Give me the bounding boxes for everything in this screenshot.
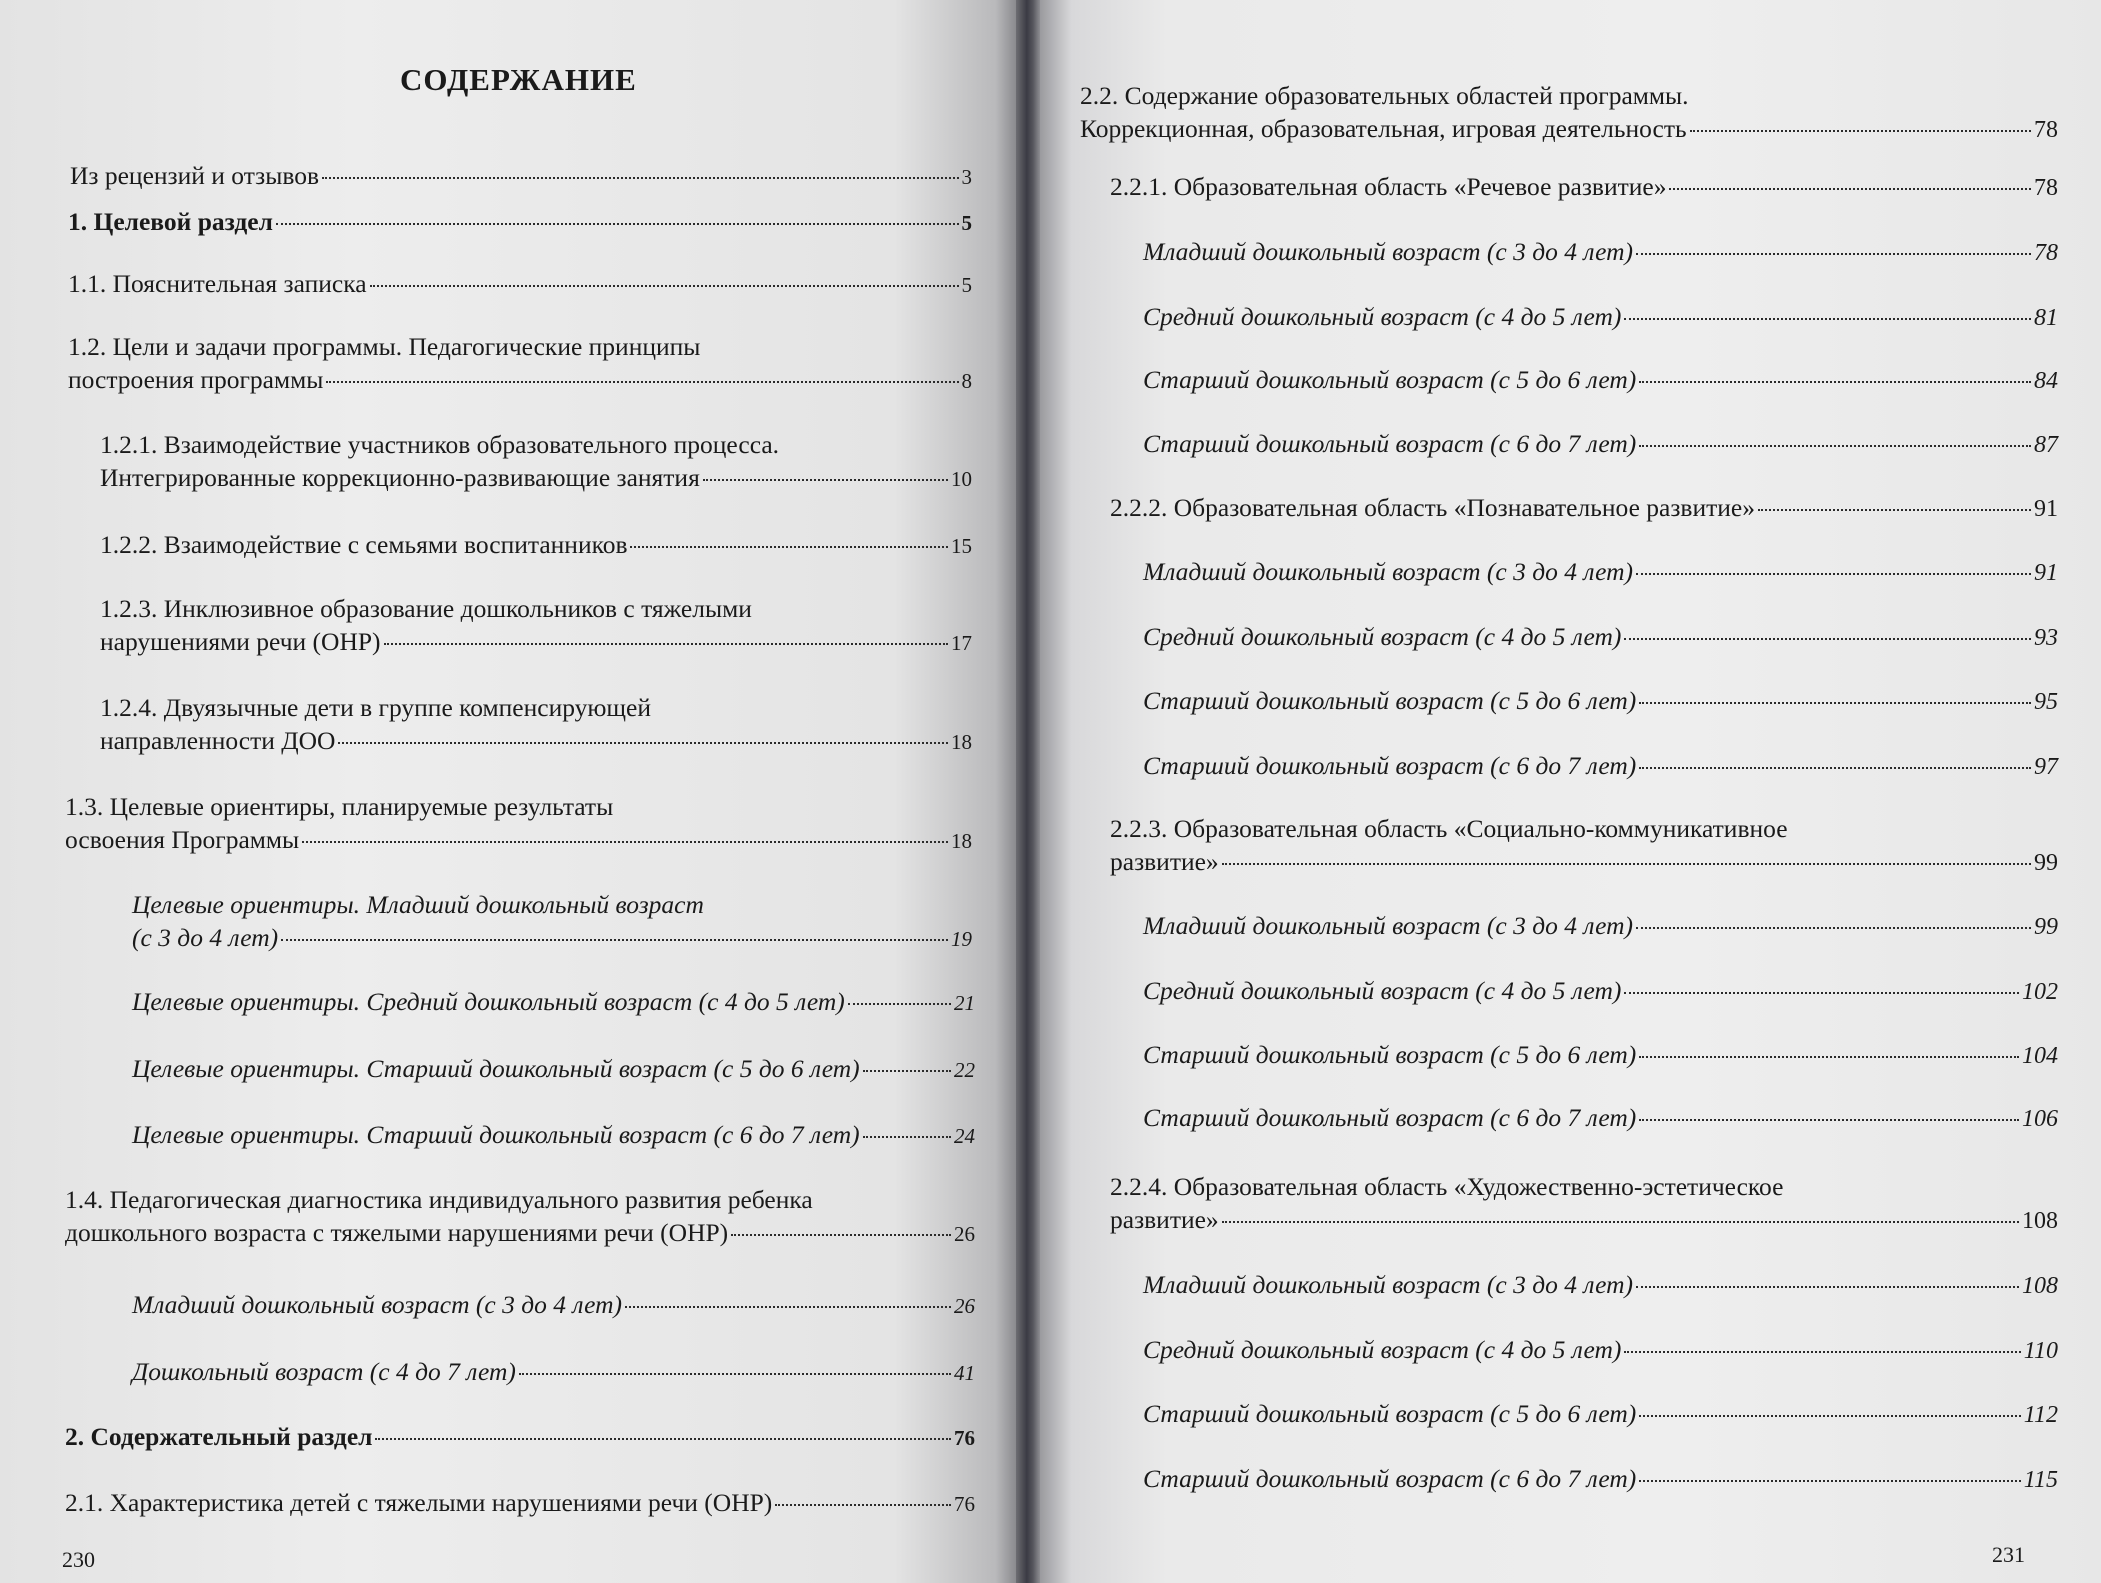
- dot-leader: [338, 742, 948, 744]
- dot-leader: [370, 285, 959, 287]
- left-page: [0, 0, 1016, 1583]
- dot-leader: [1636, 927, 2031, 929]
- toc-entry-title-line: Старший дошкольный возраст (с 6 до 7 лет): [1143, 751, 1637, 780]
- toc-entry: [68, 267, 972, 302]
- toc-entry: [1143, 620, 2058, 655]
- toc-entry-leader-row: [65, 1216, 975, 1251]
- dot-leader: [1636, 253, 2031, 255]
- toc-entry-title-line: Младший дошкольный возраст (с 3 до 4 лет): [132, 1290, 622, 1319]
- toc-entry: [68, 205, 972, 240]
- toc-entry-title-line: Старший дошкольный возраст (с 6 до 7 лет): [1143, 1464, 1637, 1493]
- dot-leader: [863, 1070, 951, 1072]
- toc-entry-title-line: 2.2.4. Образовательная область «Художественно-эстетическое: [1110, 1172, 1784, 1201]
- toc-entry-page-number: 26: [954, 1294, 975, 1318]
- dot-leader: [1639, 1480, 2021, 1482]
- dot-leader: [519, 1373, 951, 1375]
- dot-leader: [848, 1003, 951, 1005]
- toc-entry: [65, 1183, 975, 1251]
- toc-entry-page-number: 18: [951, 730, 972, 754]
- toc-entry-title-line: Младший дошкольный возраст (с 3 до 4 лет): [1143, 557, 1633, 586]
- toc-entry-page-number: 108: [2022, 1208, 2058, 1234]
- toc-entry-leader-row: [1143, 1101, 2058, 1136]
- dot-leader: [281, 939, 948, 941]
- toc-entry-leader-row: [1143, 1397, 2058, 1432]
- toc-entry-page-number: 91: [2034, 560, 2058, 586]
- toc-entry-title-line: 2.1. Характеристика детей с тяжелыми нарушениями речи (ОНР): [65, 1488, 773, 1517]
- toc-entry-title-line: Средний дошкольный возраст (с 4 до 5 лет): [1143, 1335, 1622, 1364]
- toc-entry-title-line: Средний дошкольный возраст (с 4 до 5 лет): [1143, 976, 1622, 1005]
- toc-entry-title-line: построения программы: [68, 365, 324, 394]
- toc-entry-leader-row: [1110, 491, 2058, 526]
- toc-entry: [132, 1052, 975, 1087]
- toc-entry: [1143, 1268, 2058, 1303]
- toc-entry-leader-row: [1143, 427, 2058, 462]
- toc-entry-page-number: 106: [2022, 1106, 2058, 1132]
- toc-entry: [1143, 300, 2058, 335]
- toc-entry: [1143, 749, 2058, 784]
- toc-entry-page-number: 78: [2034, 175, 2058, 201]
- toc-entry: [1110, 170, 2058, 205]
- toc-entry-page-number: 5: [961, 273, 972, 297]
- toc-entry-leader-row: [1110, 170, 2058, 205]
- toc-entry-page-number: 19: [951, 927, 972, 951]
- dot-leader: [1639, 1119, 2019, 1121]
- toc-entry-title-line: 2.2.3. Образовательная область «Социально-коммуникативное: [1110, 814, 1788, 843]
- dot-leader: [322, 177, 958, 179]
- toc-entry-page-number: 76: [954, 1426, 975, 1450]
- dot-leader: [1639, 767, 2031, 769]
- toc-entry-page-number: 102: [2022, 979, 2058, 1005]
- toc-entry-page-number: 22: [954, 1058, 975, 1082]
- dot-leader: [1669, 188, 2031, 190]
- toc-entry: [1143, 427, 2058, 462]
- toc-entry-leader-row: [132, 985, 975, 1020]
- toc-entry-page-number: 97: [2034, 754, 2058, 780]
- toc-entry-page-number: 81: [2034, 305, 2058, 331]
- toc-entry-title-line: 1.1. Пояснительная записка: [68, 269, 367, 298]
- dot-leader: [630, 546, 948, 548]
- toc-entry-leader-row: [100, 625, 972, 660]
- toc-entry: [1143, 1038, 2058, 1073]
- toc-entry-leader-row: [132, 1118, 975, 1153]
- toc-entry-title-line: 1.2.4. Двуязычные дети в группе компенсирующей: [100, 693, 652, 722]
- toc-entry: [1110, 1170, 2058, 1238]
- toc-entry-page-number: 18: [951, 829, 972, 853]
- toc-entry-title-line: 1.2.1. Взаимодействие участников образовательного процесса.: [100, 430, 780, 459]
- dot-leader: [731, 1234, 951, 1236]
- dot-leader: [625, 1306, 951, 1308]
- toc-entry: [70, 159, 972, 194]
- toc-entry-leader-row: [1143, 235, 2058, 270]
- toc-entry-title-line: 1.2. Цели и задачи программы. Педагогические принципы: [68, 332, 701, 361]
- toc-entry-page-number: 87: [2034, 432, 2058, 458]
- dot-leader: [863, 1136, 951, 1138]
- dot-leader: [326, 381, 958, 383]
- toc-entry-page-number: 91: [2034, 496, 2058, 522]
- toc-entry: [132, 888, 972, 956]
- dot-leader: [1639, 1415, 2021, 1417]
- toc-entry-page-number: 8: [961, 369, 972, 393]
- toc-entry: [65, 1486, 975, 1521]
- dot-leader: [302, 841, 948, 843]
- toc-entry-page-number: 78: [2034, 240, 2058, 266]
- toc-entry: [1143, 555, 2058, 590]
- toc-entry-leader-row: [1143, 684, 2058, 719]
- toc-entry-page-number: 95: [2034, 689, 2058, 715]
- dot-leader: [1690, 130, 2031, 132]
- toc-entry-leader-row: [132, 921, 972, 956]
- toc-entry-leader-row: [1143, 1333, 2058, 1368]
- contents-heading: СОДЕРЖАНИЕ: [400, 62, 637, 97]
- toc-entry-leader-row: [1143, 620, 2058, 655]
- toc-entry: [132, 1118, 975, 1153]
- toc-entry-page-number: 76: [954, 1492, 975, 1516]
- toc-entry-title-line: Из рецензий и отзывов: [70, 161, 320, 190]
- toc-entry-page-number: 5: [961, 211, 972, 235]
- toc-entry-title-line: освоения Программы: [65, 825, 300, 854]
- toc-entry-page-number: 99: [2034, 914, 2058, 940]
- toc-entry-page-number: 17: [951, 631, 972, 655]
- dot-leader: [1222, 863, 2031, 865]
- toc-entry-title-line: 1.3. Целевые ориентиры, планируемые результаты: [65, 792, 614, 821]
- dot-leader: [1758, 509, 2031, 511]
- dot-leader: [1624, 638, 2031, 640]
- left-page-number: 230: [62, 1547, 95, 1572]
- dot-leader: [703, 479, 948, 481]
- toc-entry: [68, 330, 972, 398]
- toc-entry: [132, 1355, 975, 1390]
- toc-entry-title-line: Старший дошкольный возраст (с 6 до 7 лет): [1143, 1103, 1637, 1132]
- toc-entry-title-line: Средний дошкольный возраст (с 4 до 5 лет): [1143, 622, 1622, 651]
- toc-entry-page-number: 112: [2023, 1402, 2058, 1428]
- toc-entry-leader-row: [1080, 112, 2058, 147]
- toc-entry-title-line: нарушениями речи (ОНР): [100, 627, 381, 656]
- toc-entry-page-number: 41: [954, 1361, 975, 1385]
- toc-entry-title-line: Целевые ориентиры. Старший дошкольный возраст (с 6 до 7 лет): [132, 1120, 860, 1149]
- toc-entry-page-number: 104: [2022, 1043, 2058, 1069]
- toc-entry-title-line: 1.2.2. Взаимодействие с семьями воспитанников: [100, 530, 628, 559]
- toc-entry-leader-row: [70, 159, 972, 194]
- toc-entry-title-line: 1.2.3. Инклюзивное образование дошкольников с тяжелыми: [100, 594, 752, 623]
- toc-entry-title-line: Целевые ориентиры. Средний дошкольный возраст (с 4 до 5 лет): [132, 987, 845, 1016]
- toc-entry-leader-row: [132, 1355, 975, 1390]
- toc-entry-leader-row: [100, 528, 972, 563]
- toc-entry-leader-row: [65, 1420, 975, 1455]
- toc-entry-page-number: 115: [2023, 1467, 2058, 1493]
- toc-entry: [132, 985, 975, 1020]
- toc-entry: [1143, 909, 2058, 944]
- toc-entry-leader-row: [1143, 555, 2058, 590]
- toc-entry-title-line: направленности ДОО: [100, 726, 336, 755]
- dot-leader: [375, 1438, 951, 1440]
- toc-entry-page-number: 84: [2034, 368, 2058, 394]
- toc-entry: [65, 790, 972, 858]
- toc-entry-leader-row: [1143, 1268, 2058, 1303]
- dot-leader: [384, 643, 948, 645]
- toc-entry-title-line: Дошкольный возраст (с 4 до 7 лет): [132, 1357, 516, 1386]
- toc-entry-leader-row: [1110, 845, 2058, 880]
- toc-entry-title-line: 1. Целевой раздел: [68, 207, 273, 236]
- toc-entry-page-number: 110: [2023, 1338, 2058, 1364]
- dot-leader: [1636, 1286, 2019, 1288]
- toc-entry-leader-row: [1110, 1203, 2058, 1238]
- toc-entry-leader-row: [1143, 974, 2058, 1009]
- toc-entry-leader-row: [1143, 909, 2058, 944]
- dot-leader: [1639, 702, 2031, 704]
- toc-entry: [1143, 1397, 2058, 1432]
- toc-entry-leader-row: [65, 823, 972, 858]
- toc-entry-leader-row: [1143, 363, 2058, 398]
- toc-entry-title-line: Старший дошкольный возраст (с 5 до 6 лет): [1143, 686, 1637, 715]
- toc-entry-page-number: 93: [2034, 625, 2058, 651]
- right-page: [1040, 0, 2101, 1583]
- dot-leader: [1624, 1351, 2020, 1353]
- toc-entry: [132, 1288, 975, 1323]
- toc-entry-page-number: 15: [951, 534, 972, 558]
- toc-entry-title-line: Целевые ориентиры. Младший дошкольный возраст: [132, 890, 704, 919]
- toc-entry-page-number: 108: [2022, 1273, 2058, 1299]
- toc-entry-title-line: Средний дошкольный возраст (с 4 до 5 лет): [1143, 302, 1622, 331]
- toc-entry: [100, 592, 972, 660]
- toc-entry-leader-row: [132, 1052, 975, 1087]
- dot-leader: [1636, 573, 2031, 575]
- toc-entry-title-line: Интегрированные коррекционно-развивающие занятия: [100, 463, 700, 492]
- toc-entry: [1143, 974, 2058, 1009]
- toc-entry-title-line: развитие»: [1110, 1205, 1219, 1234]
- toc-entry-leader-row: [68, 267, 972, 302]
- toc-entry-leader-row: [68, 205, 972, 240]
- toc-entry-leader-row: [1143, 1462, 2058, 1497]
- toc-entry-leader-row: [65, 1486, 975, 1521]
- toc-entry-title-line: Младший дошкольный возраст (с 3 до 4 лет): [1143, 1270, 1633, 1299]
- toc-entry: [1110, 812, 2058, 880]
- toc-entry-leader-row: [1143, 749, 2058, 784]
- toc-entry-title-line: развитие»: [1110, 847, 1219, 876]
- toc-entry-title-line: Младший дошкольный возраст (с 3 до 4 лет): [1143, 237, 1633, 266]
- toc-entry-leader-row: [100, 461, 972, 496]
- toc-entry-title-line: 2.2. Содержание образовательных областей программы.: [1080, 81, 1689, 110]
- toc-entry-title-line: Старший дошкольный возраст (с 6 до 7 лет): [1143, 429, 1637, 458]
- toc-entry: [1110, 491, 2058, 526]
- toc-entry-leader-row: [132, 1288, 975, 1323]
- toc-entry-title-line: Старший дошкольный возраст (с 5 до 6 лет): [1143, 1040, 1637, 1069]
- toc-entry-page-number: 99: [2034, 850, 2058, 876]
- toc-entry: [100, 528, 972, 563]
- toc-entry-page-number: 78: [2034, 117, 2058, 143]
- dot-leader: [1624, 318, 2031, 320]
- toc-entry-leader-row: [100, 724, 972, 759]
- toc-entry-title-line: Старший дошкольный возраст (с 5 до 6 лет): [1143, 1399, 1637, 1428]
- dot-leader: [1639, 381, 2031, 383]
- dot-leader: [1639, 445, 2031, 447]
- dot-leader: [775, 1504, 951, 1506]
- toc-entry-page-number: 3: [961, 165, 972, 189]
- dot-leader: [276, 223, 959, 225]
- toc-entry: [1143, 684, 2058, 719]
- right-page-number: 231: [1992, 1542, 2025, 1567]
- dot-leader: [1624, 992, 2019, 994]
- toc-entry-leader-row: [1143, 300, 2058, 335]
- toc-entry: [1143, 1462, 2058, 1497]
- toc-entry-title-line: Старший дошкольный возраст (с 5 до 6 лет): [1143, 365, 1637, 394]
- toc-entry-page-number: 10: [951, 467, 972, 491]
- toc-entry: [1080, 79, 2058, 147]
- dot-leader: [1222, 1221, 2019, 1223]
- toc-entry-page-number: 21: [954, 991, 975, 1015]
- toc-entry: [100, 428, 972, 496]
- dot-leader: [1639, 1056, 2019, 1058]
- toc-entry: [100, 691, 972, 759]
- toc-entry-title-line: дошкольного возраста с тяжелыми нарушениями речи (ОНР): [65, 1218, 729, 1247]
- toc-entry: [1143, 235, 2058, 270]
- toc-entry: [1143, 1101, 2058, 1136]
- toc-entry-title-line: 2. Содержательный раздел: [65, 1422, 373, 1451]
- toc-entry-title-line: 1.4. Педагогическая диагностика индивидуального развития ребенка: [65, 1185, 813, 1214]
- toc-entry: [1143, 363, 2058, 398]
- toc-entry-leader-row: [1143, 1038, 2058, 1073]
- toc-entry-leader-row: [68, 363, 972, 398]
- book-gutter: [1016, 0, 1040, 1583]
- toc-entry-title-line: Младший дошкольный возраст (с 3 до 4 лет): [1143, 911, 1633, 940]
- toc-entry-title-line: 2.2.2. Образовательная область «Познавательное развитие»: [1110, 493, 1755, 522]
- toc-entry-page-number: 26: [954, 1222, 975, 1246]
- toc-entry-title-line: (с 3 до 4 лет): [132, 923, 279, 952]
- toc-entry-title-line: 2.2.1. Образовательная область «Речевое развитие»: [1110, 172, 1667, 201]
- toc-entry: [65, 1420, 975, 1455]
- toc-entry-title-line: Коррекционная, образовательная, игровая деятельность: [1080, 114, 1687, 143]
- toc-entry-page-number: 24: [954, 1124, 975, 1148]
- toc-entry: [1143, 1333, 2058, 1368]
- toc-entry-title-line: Целевые ориентиры. Старший дошкольный возраст (с 5 до 6 лет): [132, 1054, 860, 1083]
